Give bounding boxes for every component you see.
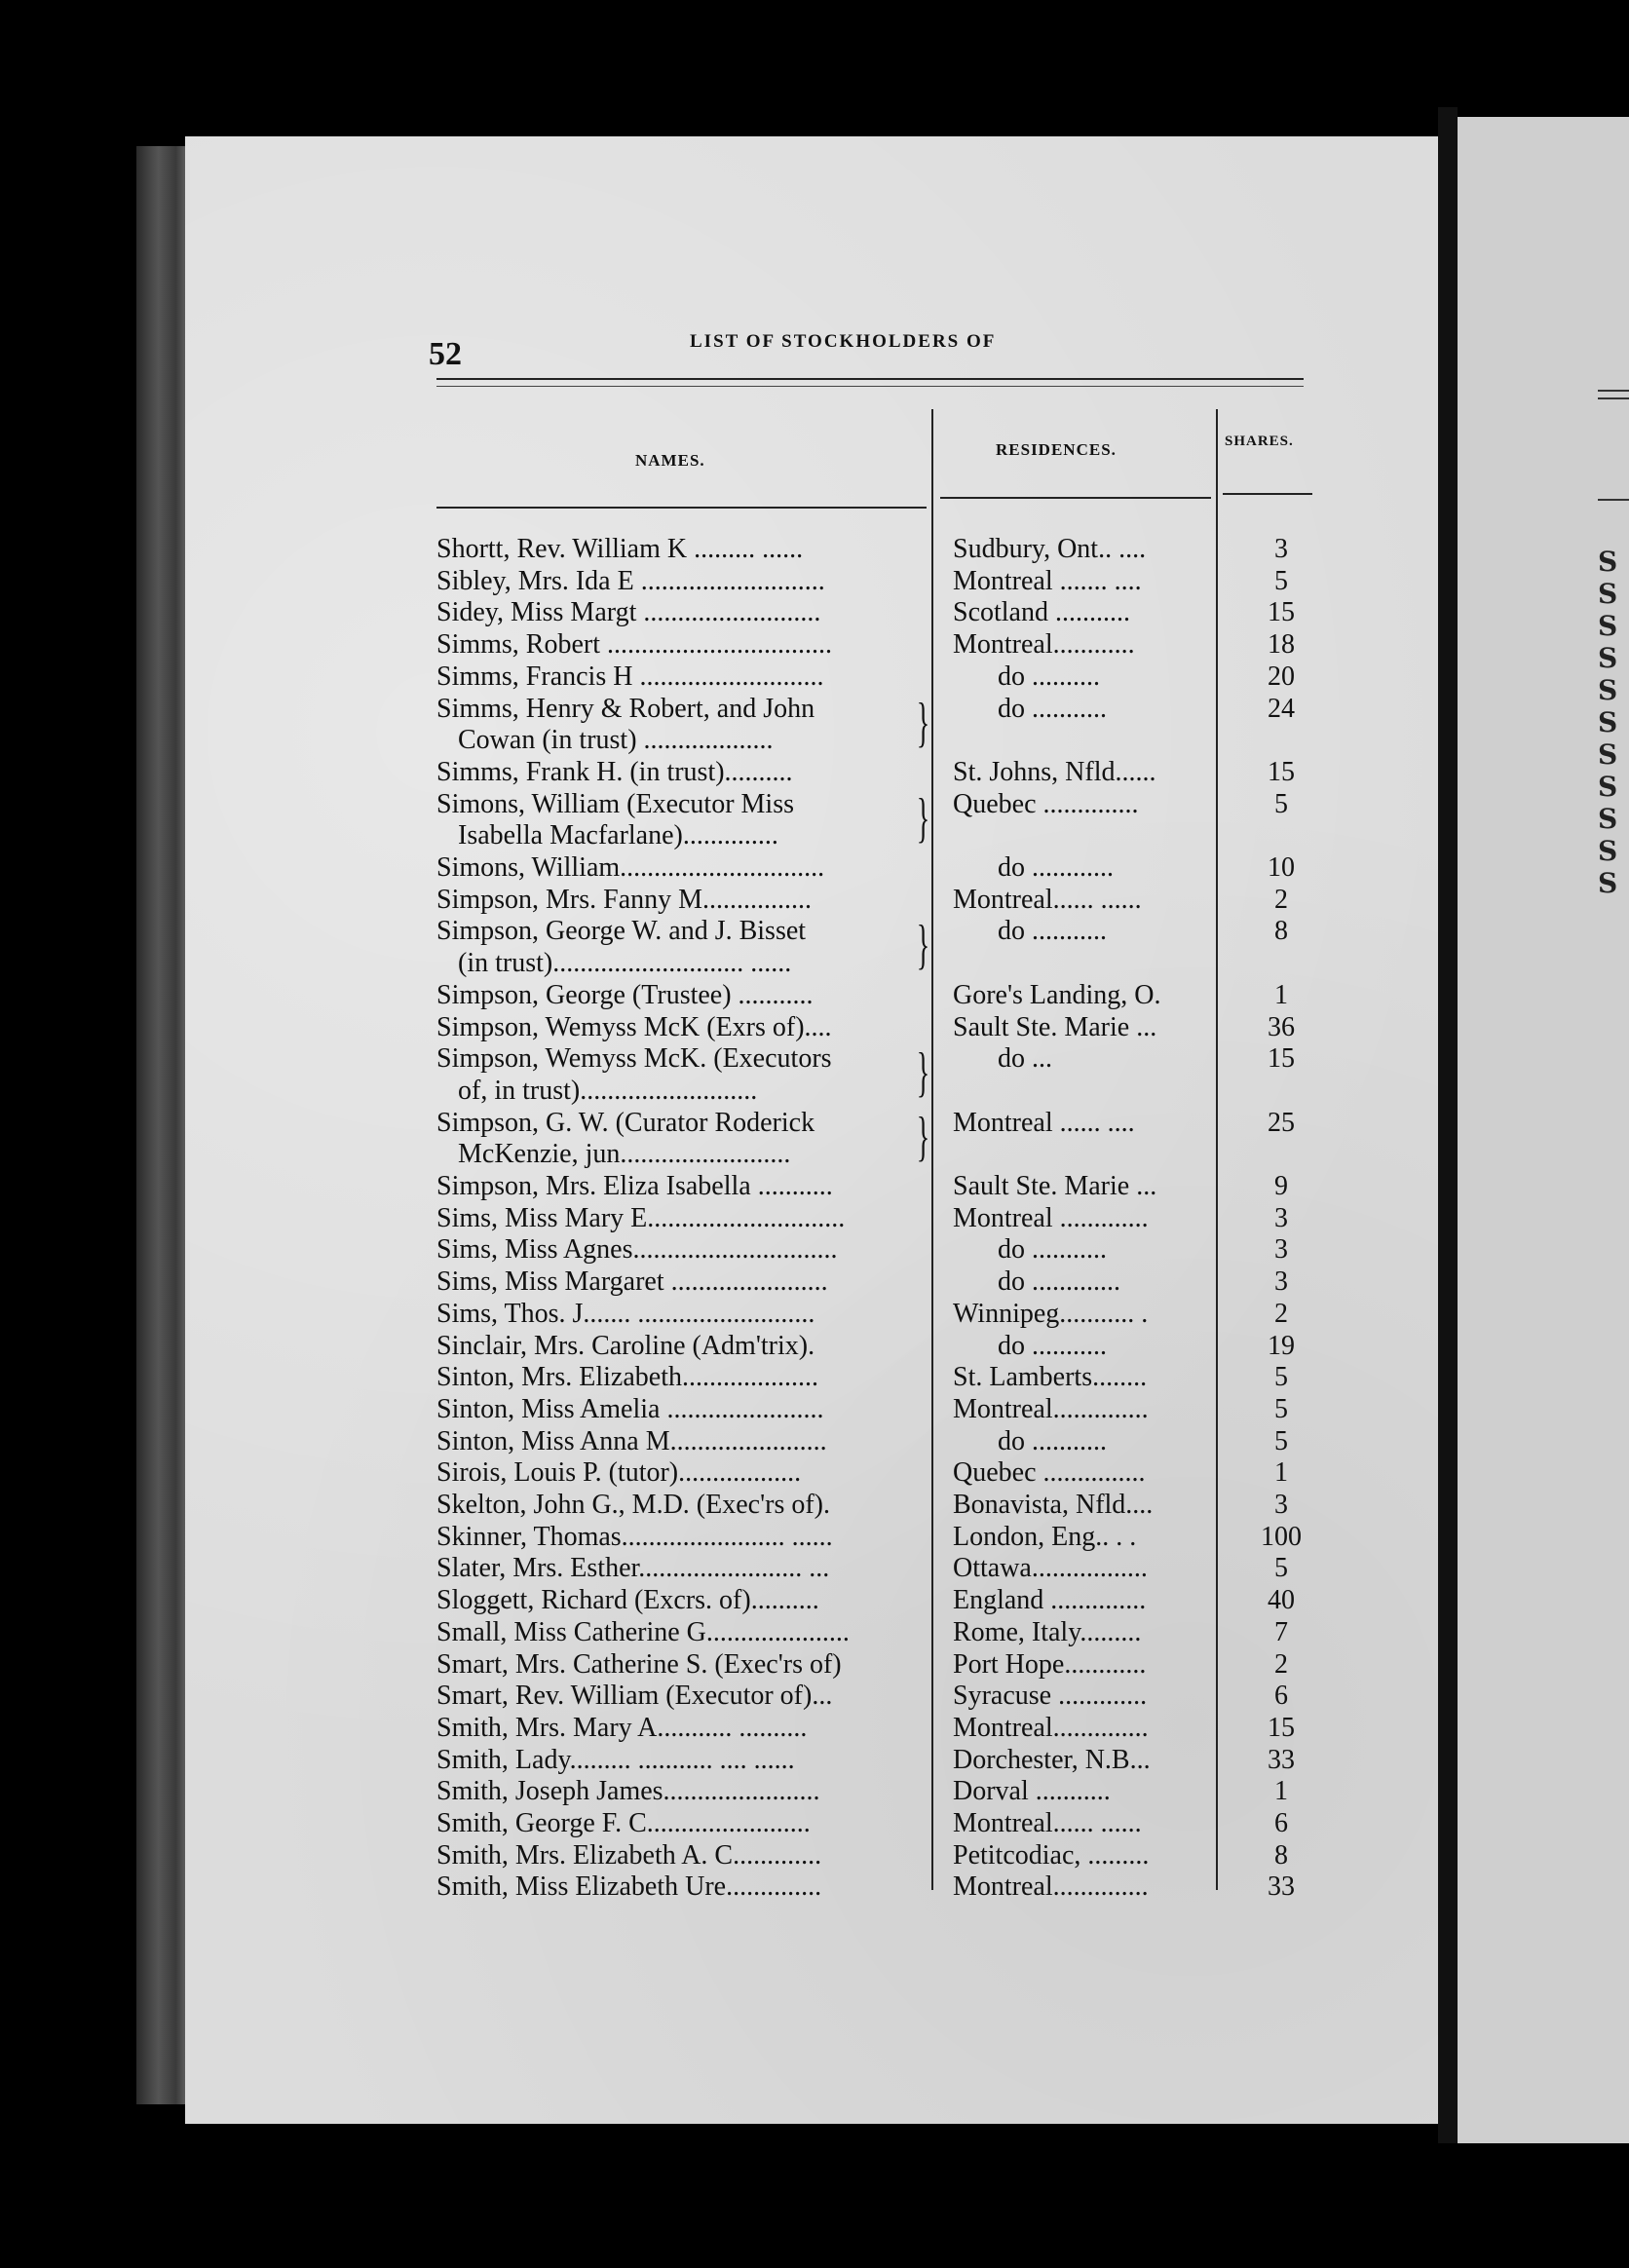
- names-column-header: NAMES.: [635, 451, 705, 470]
- stockholder-residence: England ..............: [953, 1585, 1147, 1616]
- stockholder-residence: Winnipeg........... .: [953, 1298, 1149, 1329]
- share-count: 10: [1268, 852, 1295, 883]
- share-count: 5: [1274, 1393, 1288, 1424]
- stockholder-residence: Scotland ...........: [953, 597, 1130, 628]
- stockholder-name: Simms, Robert .................................: [436, 629, 833, 661]
- stockholder-name: Sinclair, Mrs. Caroline (Adm'trix).: [436, 1330, 815, 1361]
- share-count: 2: [1274, 1298, 1288, 1329]
- share-count: 15: [1268, 1712, 1295, 1743]
- stockholder-name: Smith, Mrs. Elizabeth A. C.............: [436, 1839, 822, 1871]
- stockholder-name: Sloggett, Richard (Excrs. of)..........: [436, 1585, 819, 1616]
- facing-page-letter: S: [1598, 771, 1618, 803]
- stockholder-name: Smith, Lady......... ........... .... ......: [436, 1744, 795, 1775]
- facing-page-letter: S: [1598, 674, 1618, 706]
- share-count: 3: [1274, 1266, 1288, 1298]
- stockholder-name: of, in trust)..........................: [458, 1075, 758, 1106]
- stockholder-residence: St. Johns, Nfld......: [953, 756, 1156, 787]
- stockholder-name: Sims, Thos. J....... ..........................: [436, 1298, 815, 1329]
- stockholder-residence: Montreal............: [953, 629, 1135, 661]
- stockholder-name: Smith, Miss Elizabeth Ure..............: [436, 1871, 822, 1903]
- share-count: 8: [1274, 916, 1288, 947]
- share-count: 5: [1274, 1362, 1288, 1393]
- stockholder-name: Smith, Mrs. Mary A........... ..........: [436, 1712, 808, 1743]
- share-count: 33: [1268, 1744, 1295, 1775]
- shares-column-header: SHARES.: [1225, 434, 1294, 449]
- share-count: 15: [1268, 756, 1295, 787]
- stockholder-residence: Petitcodiac, .........: [953, 1839, 1150, 1871]
- facing-page-letter: S: [1598, 738, 1618, 771]
- share-count: 7: [1274, 1616, 1288, 1647]
- stockholder-residence: Dorval ...........: [953, 1776, 1111, 1807]
- stockholder-name: Isabella Macfarlane)..............: [458, 820, 778, 851]
- stockholder-residence: Quebec ...............: [953, 1457, 1146, 1489]
- stockholder-residence: Montreal...... ......: [953, 884, 1142, 915]
- stockholder-residence: Montreal ...... ....: [953, 1107, 1135, 1138]
- share-count: 36: [1268, 1011, 1295, 1042]
- entry-brace: }: [916, 787, 930, 849]
- stockholder-name: Simms, Francis H ...........................: [436, 661, 824, 692]
- share-count: 18: [1268, 629, 1295, 661]
- stockholder-name: Sims, Miss Agnes..............................: [436, 1234, 838, 1266]
- stockholder-residence: Rome, Italy.........: [953, 1616, 1142, 1647]
- share-count: 24: [1268, 693, 1295, 724]
- stockholder-residence: Syracuse .............: [953, 1681, 1148, 1712]
- stockholder-residence: Bonavista, Nfld....: [953, 1490, 1154, 1520]
- stockholder-name: Simons, William..............................: [436, 852, 825, 883]
- stockholder-name: Sinton, Mrs. Elizabeth....................: [436, 1362, 818, 1393]
- share-count: 9: [1274, 1171, 1288, 1201]
- residences-column-header: RESIDENCES.: [996, 440, 1117, 459]
- share-count: 3: [1274, 1490, 1288, 1520]
- share-count: 40: [1268, 1585, 1295, 1616]
- entry-brace: }: [916, 915, 930, 976]
- stockholder-residence: Montreal...... ......: [953, 1808, 1142, 1838]
- stockholder-name: Smart, Mrs. Catherine S. (Exec'rs of): [436, 1648, 842, 1680]
- stockholder-name: Sirois, Louis P. (tutor)..................: [436, 1457, 802, 1489]
- stockholder-name: Smart, Rev. William (Executor of)...: [436, 1681, 833, 1712]
- stockholder-name: Sims, Miss Margaret .......................: [436, 1266, 828, 1298]
- stockholder-residence: Port Hope............: [953, 1648, 1147, 1680]
- stockholder-name: Simpson, George W. and J. Bisset: [436, 916, 807, 947]
- page-number: 52: [429, 336, 462, 372]
- stockholder-name: Simpson, Mrs. Eliza Isabella ...........: [436, 1171, 833, 1201]
- running-head: LIST OF STOCKHOLDERS OF: [690, 331, 997, 352]
- stockholder-residence: Sault Ste. Marie ...: [953, 1171, 1157, 1201]
- stockholder-name: Sinton, Miss Amelia .......................: [436, 1393, 824, 1424]
- residences-header-rule: [940, 497, 1211, 499]
- stockholder-name: Simms, Frank H. (in trust)..........: [436, 756, 793, 787]
- stockholder-residence: Gore's Landing, O.: [953, 979, 1161, 1010]
- share-count: 20: [1268, 661, 1295, 692]
- stockholder-name: Shortt, Rev. William K ......... ......: [436, 534, 804, 564]
- names-header-rule: [436, 507, 927, 509]
- stockholder-residence: do ...: [998, 1043, 1052, 1075]
- share-count: 2: [1274, 1648, 1288, 1680]
- stockholder-name: Small, Miss Catherine G.....................: [436, 1616, 850, 1647]
- stockholder-residence: St. Lamberts........: [953, 1362, 1148, 1393]
- share-count: 5: [1274, 565, 1288, 596]
- share-count: 8: [1274, 1839, 1288, 1871]
- stockholder-residence: do .............: [998, 1266, 1120, 1298]
- stockholder-name: Simpson, Wemyss McK. (Executors: [436, 1043, 832, 1075]
- column-divider-names: [931, 409, 933, 1890]
- share-count: 15: [1268, 597, 1295, 628]
- stockholder-residence: do ...........: [998, 916, 1107, 947]
- entry-brace: }: [916, 1042, 930, 1104]
- stockholder-name: Slater, Mrs. Esther........................ ...: [436, 1553, 830, 1584]
- stockholder-name: Simpson, George (Trustee) ...........: [436, 979, 814, 1010]
- share-count: 100: [1261, 1521, 1302, 1552]
- stockholder-name: Cowan (in trust) ...................: [458, 725, 774, 756]
- stockholder-residence: Dorchester, N.B...: [953, 1744, 1151, 1775]
- share-count: 25: [1268, 1107, 1295, 1138]
- stockholder-residence: Sudbury, Ont.. ....: [953, 534, 1147, 564]
- stockholder-residence: do ..........: [998, 661, 1100, 692]
- facing-page-letter: S: [1598, 803, 1618, 835]
- share-count: 3: [1274, 534, 1288, 564]
- facing-page-letter: S: [1598, 835, 1618, 867]
- entry-brace: }: [916, 692, 930, 753]
- stockholder-name: Smith, Joseph James.......................: [436, 1776, 820, 1807]
- facing-page-letter: S: [1598, 610, 1618, 642]
- stockholder-residence: London, Eng.. . .: [953, 1521, 1137, 1552]
- stockholder-name: Skinner, Thomas........................ ......: [436, 1521, 833, 1552]
- facing-page-letter: S: [1598, 642, 1618, 674]
- stockholder-name: Smith, George F. C........................: [436, 1808, 811, 1838]
- share-count: 19: [1268, 1330, 1295, 1361]
- share-count: 6: [1274, 1808, 1288, 1838]
- facing-page-letter: S: [1598, 867, 1618, 899]
- stockholder-residence: do ...........: [998, 693, 1107, 724]
- stockholder-name: Simpson, Wemyss McK (Exrs of)....: [436, 1011, 832, 1042]
- share-count: 1: [1274, 979, 1288, 1010]
- stockholder-residence: Quebec ..............: [953, 788, 1139, 819]
- share-count: 5: [1274, 1553, 1288, 1584]
- stockholder-residence: Montreal .............: [953, 1202, 1149, 1233]
- shares-header-rule: [1223, 493, 1312, 495]
- share-count: 2: [1274, 884, 1288, 915]
- stockholder-residence: Sault Ste. Marie ...: [953, 1011, 1157, 1042]
- share-count: 6: [1274, 1681, 1288, 1712]
- share-count: 5: [1274, 1425, 1288, 1456]
- stockholder-name: Simms, Henry & Robert, and John: [436, 693, 815, 724]
- share-count: 3: [1274, 1202, 1288, 1233]
- stockholder-name: Skelton, John G., M.D. (Exec'rs of).: [436, 1490, 830, 1520]
- share-count: 1: [1274, 1776, 1288, 1807]
- share-count: 3: [1274, 1234, 1288, 1266]
- share-count: 15: [1268, 1043, 1295, 1075]
- stockholder-name: Simpson, Mrs. Fanny M................: [436, 884, 813, 915]
- share-count: 33: [1268, 1871, 1295, 1903]
- stockholder-name: Sibley, Mrs. Ida E ...........................: [436, 565, 825, 596]
- stockholder-residence: do ............: [998, 852, 1114, 883]
- stockholder-residence: do ...........: [998, 1234, 1107, 1266]
- header-rule: [436, 378, 1304, 387]
- stockholder-name: (in trust)............................ ......: [458, 948, 792, 979]
- stockholder-residence: Montreal..............: [953, 1712, 1149, 1743]
- stockholder-name: Sims, Miss Mary E.............................: [436, 1202, 846, 1233]
- facing-page-letter: S: [1598, 546, 1618, 578]
- facing-page-letter: S: [1598, 578, 1618, 610]
- stockholder-residence: Ottawa.................: [953, 1553, 1148, 1584]
- stockholder-residence: Montreal..............: [953, 1871, 1149, 1903]
- stockholder-name: Sinton, Miss Anna M.......................: [436, 1425, 827, 1456]
- facing-page-letter: S: [1598, 706, 1618, 738]
- stockholder-name: Simpson, G. W. (Curator Roderick: [436, 1107, 815, 1138]
- share-count: 5: [1274, 788, 1288, 819]
- stockholder-residence: Montreal ....... ....: [953, 565, 1142, 596]
- share-count: 1: [1274, 1457, 1288, 1489]
- stockholder-name: Sidey, Miss Margt ..........................: [436, 597, 821, 628]
- stockholder-residence: do ...........: [998, 1425, 1107, 1456]
- stockholder-name: McKenzie, jun.........................: [458, 1139, 791, 1170]
- stockholder-name: Simons, William (Executor Miss: [436, 788, 795, 819]
- entry-brace: }: [916, 1106, 930, 1167]
- stockholder-residence: Montreal..............: [953, 1393, 1149, 1424]
- stockholder-residence: do ...........: [998, 1330, 1107, 1361]
